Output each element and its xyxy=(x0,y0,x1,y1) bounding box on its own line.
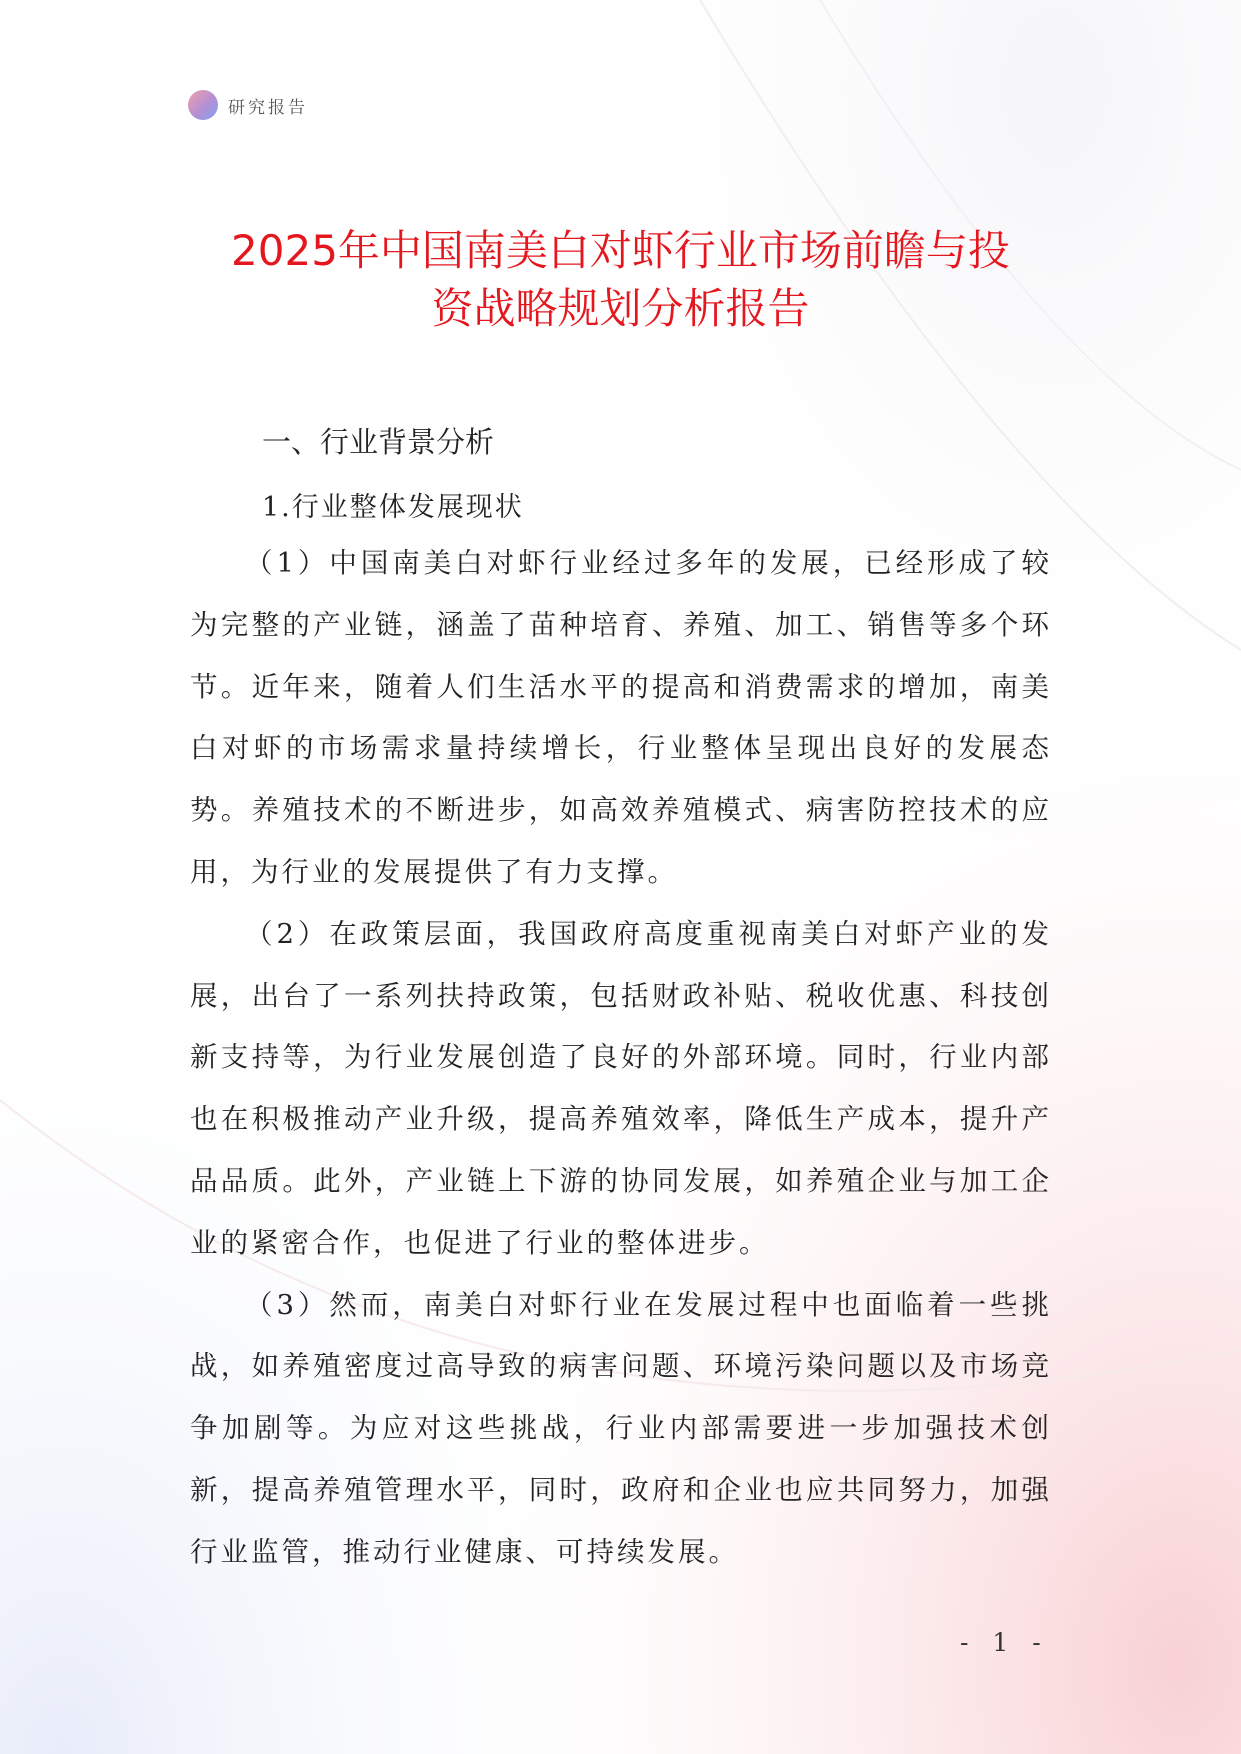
section-heading: 一、行业背景分析 xyxy=(262,425,495,459)
paragraph-2: （2）在政策层面，我国政府高度重视南美白对虾产业的发展，出台了一系列扶持政策，包括财政补贴、税收优惠、科技创新支持等，为行业发展创造了良好的外部环境。同时，行业内部也在积极推动产业升级，提高养殖效率，降低生产成本，提升产品品质。此外，产业链上下游的协同发展，如养殖企业与加工企业的紧密合作，也促进了行业的整体进步。 xyxy=(190,917,1052,1259)
paragraph-3: （3）然而，南美白对虾行业在发展过程中也面临着一些挑战，如养殖密度过高导致的病害问题、环境污染问题以及市场竞争加剧等。为应对这些挑战，行业内部需要进一步加强技术创新，提高养殖管理水平，同时，政府和企业也应共同努力，加强行业监管，推动行业健康、可持续发展。 xyxy=(190,1288,1052,1568)
title-line-1: 2025年中国南美白对虾行业市场前瞻与投 xyxy=(231,226,1010,275)
title-line-2: 资战略规划分析报告 xyxy=(431,284,810,333)
paragraph-1: （1）中国南美白对虾行业经过多年的发展，已经形成了较为完整的产业链，涵盖了苗种培育、养殖、加工、销售等多个环节。近年来，随着人们生活水平的提高和消费需求的增加，南美白对虾的市场需求量持续增长，行业整体呈现出良好的发展态势。养殖技术的不断进步，如高效养殖模式、病害防控技术的应用，为行业的发展提供了有力支撑。 xyxy=(190,547,1052,888)
body-text xyxy=(190,533,1052,1584)
logo-icon xyxy=(188,90,218,120)
document-title xyxy=(150,222,1091,338)
subsection-heading: 1.行业整体发展现状 xyxy=(262,492,524,523)
header-label: 研究报告 xyxy=(228,97,308,118)
page-number: - 1 - xyxy=(960,1628,1049,1657)
report-header xyxy=(188,90,308,120)
